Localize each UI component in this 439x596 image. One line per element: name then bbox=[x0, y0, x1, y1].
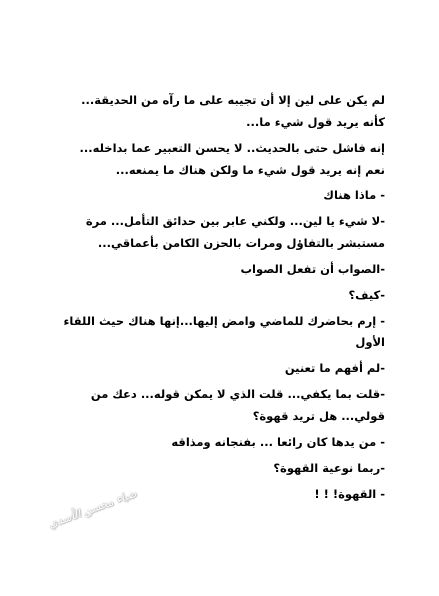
dialogue-line-4: -كيف؟ bbox=[348, 287, 385, 302]
dialogue-line-2: -لا شيء يا لين... ولكني عابر بين حدائق التأمل... مرة مستبشر بالتفاؤل ومرات بالحزن الكامن بأعماقي... bbox=[85, 214, 385, 251]
story-text bbox=[63, 90, 385, 509]
dialogue-line-3: -الصواب أن تفعل الصواب bbox=[240, 261, 385, 276]
dialogue-line-7: -قلت بما يكفي... قلت الذي لا يمكن قوله... دعك من قولي... هل تريد قهوة؟ bbox=[90, 387, 385, 423]
paragraph-2: إنه فاشل حتى بالحديث.. لا يحسن التعبير عما بداخله... نعم إنه يريد قول شيء ما ولكن هناك ما يمنعه... bbox=[79, 140, 385, 177]
paragraph-1: لم يكن على لين إلا أن تجيبه على ما رآه من الحديقة... كأنه يريد قول شيء ما... bbox=[81, 93, 385, 129]
dialogue-line-8: - من يدها كان رائعا ... بفنجانه ومذاقه bbox=[171, 434, 385, 449]
author-watermark: ضياء محسن الأسدي bbox=[46, 486, 139, 531]
dialogue-line-10: - القهوة! ! ! bbox=[314, 486, 385, 501]
dialogue-line-5: - إرم بحاضرك للماضي وامض إليها...إنها هناك حيث اللقاء الأول bbox=[63, 313, 385, 350]
dialogue-line-6: -لم أفهم ما تعنين bbox=[284, 361, 385, 376]
dialogue-line-1: - ماذا هناك bbox=[323, 188, 385, 203]
dialogue-line-9: -ربما نوعية القهوة؟ bbox=[273, 460, 385, 475]
